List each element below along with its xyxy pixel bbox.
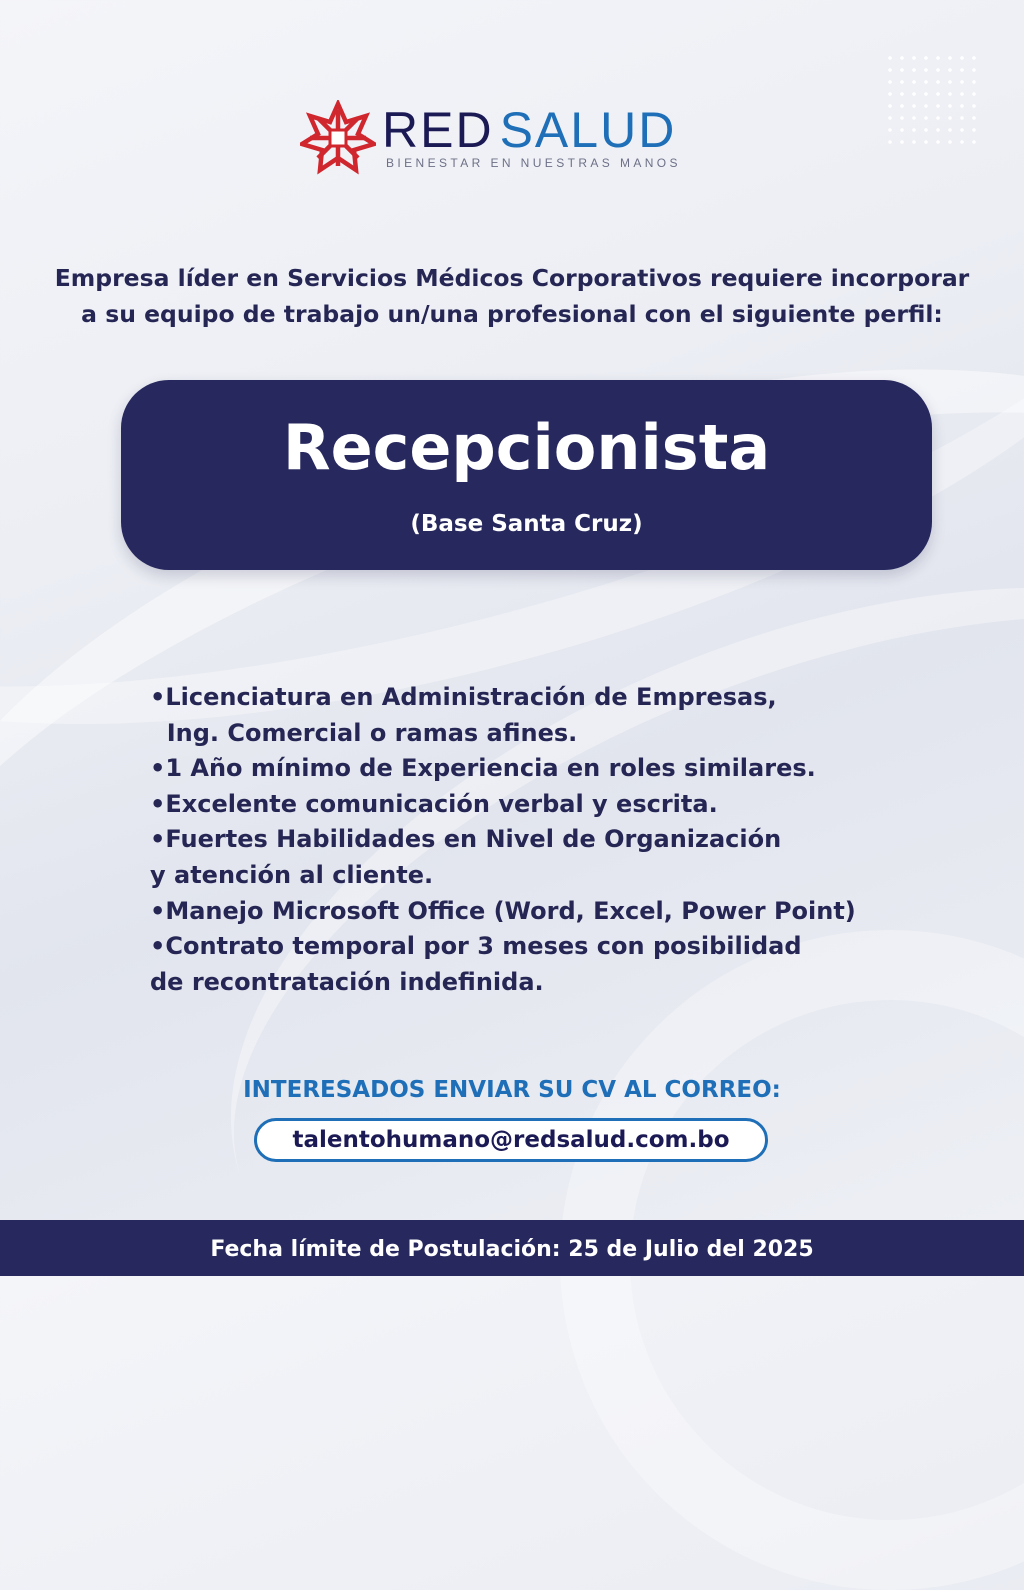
- position-location: (Base Santa Cruz): [410, 511, 643, 537]
- intro-line: a su equipo de trabajo un/una profesional con el siguiente perfil:: [81, 300, 943, 328]
- requirement-line: •Manejo Microsoft Office (Word, Excel, Power Point): [150, 896, 856, 925]
- logo-tagline: BIENESTAR EN NUESTRAS MANOS: [386, 156, 681, 170]
- requirement-line: •1 Año mínimo de Experiencia en roles similares.: [150, 754, 816, 783]
- requirement-line: Ing. Comercial o ramas afines.: [150, 718, 578, 747]
- logo-word-salud: SALUD: [499, 102, 677, 158]
- redsalud-logo: [300, 100, 700, 180]
- deadline-text: Fecha límite de Postulación: 25 de Julio del 2025: [210, 1237, 814, 1262]
- medical-star-logo-icon: [300, 100, 376, 176]
- requirement-line: de recontratación indefinida.: [150, 967, 544, 996]
- logo-wordmark: [382, 102, 676, 158]
- requirement-line: •Fuertes Habilidades en Nivel de Organización: [150, 825, 782, 854]
- footer-bar: [0, 1220, 1024, 1276]
- position-title: Recepcionista: [282, 411, 771, 484]
- intro-line: Empresa líder en Servicios Médicos Corporativos requiere incorporar: [54, 264, 970, 292]
- requirement-line: •Contrato temporal por 3 meses con posibilidad: [150, 932, 802, 961]
- logo-word-red: RED: [382, 102, 494, 158]
- cta-heading: INTERESADOS ENVIAR SU CV AL CORREO:: [243, 1077, 781, 1103]
- intro-paragraph: [40, 260, 984, 332]
- requirements-list: [150, 680, 910, 1000]
- requirement-line: •Licenciatura en Administración de Empresas,: [150, 683, 777, 711]
- requirement-line: •Excelente comunicación verbal y escrita.: [150, 789, 718, 818]
- requirement-line: y atención al cliente.: [150, 860, 434, 889]
- decorative-dot-grid: [884, 52, 984, 144]
- email-link[interactable]: talentohumano@redsalud.com.bo: [254, 1118, 768, 1162]
- position-banner: [121, 380, 932, 570]
